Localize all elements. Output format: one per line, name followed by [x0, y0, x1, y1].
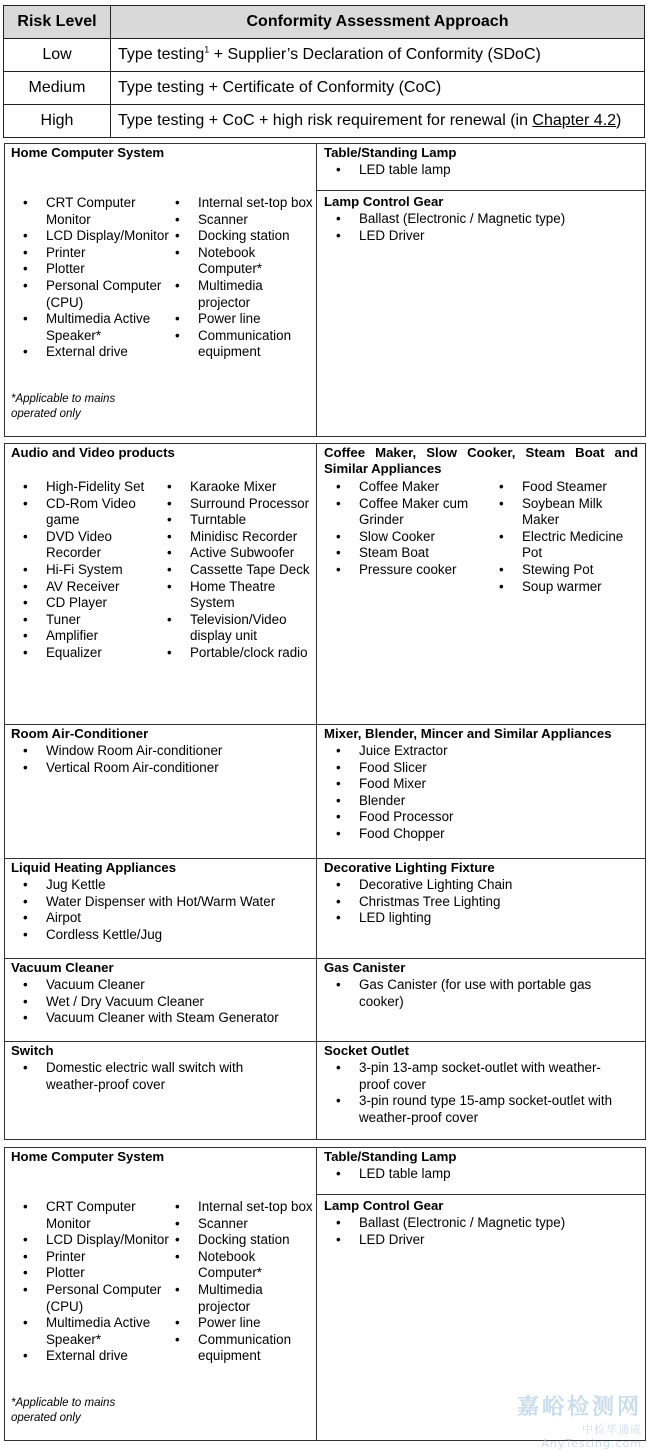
lamp-cell: [316, 143, 646, 437]
list-item: • AV Receiver: [11, 579, 161, 596]
list-item: • CRT Computer Monitor: [11, 1199, 169, 1232]
list-item: • Coffee Maker cum Grinder: [324, 496, 494, 529]
list-item: • LED table lamp: [324, 1166, 634, 1183]
list-item: • Ballast (Electronic / Magnetic type): [324, 1215, 634, 1232]
risk-level-medium: Medium: [4, 72, 111, 105]
approach-low: Type testing$^1$ + Supplier’s Declaration of Conformity (SDoC): [111, 39, 645, 72]
list-item: • Notebook Computer*: [163, 1249, 313, 1282]
mains-note: *Applicable to mains operated only: [11, 1397, 116, 1424]
risk-level-low: Low: [4, 39, 111, 72]
list-item: • Juice Extractor: [324, 743, 634, 760]
list-item: • Gas Canister (for use with portable gas cooker): [324, 977, 614, 1010]
table-lamp-list: [324, 162, 634, 179]
list-item: • Wet / Dry Vacuum Cleaner: [11, 994, 311, 1011]
list-item: • Plotter: [11, 1265, 169, 1282]
vacuum-list: [11, 977, 311, 1027]
watermark-subtitle: 中检华通威: [582, 1423, 642, 1436]
liquid-heating-title: Liquid Heating Appliances: [11, 860, 177, 875]
list-item: • Plotter: [11, 261, 169, 278]
list-item: • LED Driver: [324, 228, 634, 245]
risk-level-high: High: [4, 105, 111, 138]
list-item: • Active Subwoofer: [155, 545, 313, 562]
list-item: • Food Chopper: [324, 826, 634, 843]
list-item: • CRT Computer Monitor: [11, 195, 169, 228]
list-item: • Power line: [163, 311, 313, 328]
audio-video-list-1: [11, 479, 161, 662]
list-item: • Scanner: [163, 1216, 313, 1233]
approach-medium: Type testing + Certificate of Conformity (CoC): [111, 72, 645, 105]
table-row: [4, 39, 645, 72]
audio-video-list-2: [155, 479, 313, 662]
list-item: • Minidisc Recorder: [155, 529, 313, 546]
list-item: • 3-pin round type 15-amp socket-outlet with weather-proof cover: [324, 1093, 629, 1126]
list-item: • LED table lamp: [324, 162, 634, 179]
switch-title: Switch: [11, 1043, 54, 1058]
list-item: • Television/Video display unit: [155, 612, 313, 645]
decorative-lighting-list: [324, 877, 634, 927]
list-item: • Window Room Air-conditioner: [11, 743, 311, 760]
list-item: • Stewing Pot: [487, 562, 637, 579]
home-computer-title: Home Computer System: [11, 145, 165, 160]
list-item: • Multimedia Active Speaker*: [11, 1315, 169, 1348]
list-item: • Multimedia Active Speaker*: [11, 311, 169, 344]
list-item: • Hi-Fi System: [11, 562, 161, 579]
list-item: • CD Player: [11, 595, 161, 612]
list-item: • High-Fidelity Set: [11, 479, 161, 496]
home-computer-list-2: [163, 1199, 313, 1365]
list-item: • Food Steamer: [487, 479, 637, 496]
home-computer-list-2: [163, 195, 313, 361]
list-item: • Ballast (Electronic / Magnetic type): [324, 211, 634, 228]
list-item: • Printer: [11, 1249, 169, 1266]
home-computer-list-1: [11, 1199, 169, 1365]
list-item: • Jug Kettle: [11, 877, 311, 894]
watermark: [517, 1390, 642, 1450]
switch-list: [11, 1060, 266, 1093]
list-item: • Surround Processor: [155, 496, 313, 513]
list-item: • Home Theatre System: [155, 579, 313, 612]
list-item: • Electric Medicine Pot: [487, 529, 637, 562]
list-item: • Printer: [11, 245, 169, 262]
list-item: • LCD Display/Monitor: [11, 1232, 169, 1249]
socket-title: Socket Outlet: [324, 1043, 410, 1058]
aircon-title: Room Air-Conditioner: [11, 726, 149, 741]
list-item: • CD-Rom Video game: [11, 496, 161, 529]
aircon-list: [11, 743, 311, 776]
list-item: • Portable/clock radio: [155, 645, 313, 662]
lamp-divider: [316, 190, 646, 191]
list-item: • Food Processor: [324, 809, 634, 826]
list-item: • Power line: [163, 1315, 313, 1332]
list-item: • Communication equipment: [163, 1332, 313, 1365]
list-item: • External drive: [11, 344, 169, 361]
watermark-title: 嘉峪检测网: [516, 1395, 642, 1420]
list-item: • Cassette Tape Deck: [155, 562, 313, 579]
liquid-heating-list: [11, 877, 311, 943]
list-item: • Soup warmer: [487, 579, 637, 596]
approach-high: Type testing + CoC + high risk requirement for renewal (in Chapter 4.2): [111, 105, 645, 138]
vacuum-title: Vacuum Cleaner: [11, 960, 114, 975]
lamp-gear-list: [324, 1215, 634, 1248]
list-item: • Slow Cooker: [324, 529, 494, 546]
mixer-title: Mixer, Blender, Mincer and Similar Appliances: [324, 726, 612, 741]
mains-note: *Applicable to mains operated only: [11, 393, 116, 420]
list-item: • Food Slicer: [324, 760, 634, 777]
list-item: • Internal set-top box: [163, 1199, 313, 1216]
list-item: • Karaoke Mixer: [155, 479, 313, 496]
gas-canister-title: Gas Canister: [324, 960, 406, 975]
coffee-maker-title: Coffee Maker, Slow Cooker, Steam Boat and Similar Appliances: [324, 445, 638, 476]
list-item: • DVD Video Recorder: [11, 529, 161, 562]
coffee-maker-list-2: [487, 479, 637, 595]
list-item: • LED lighting: [324, 910, 634, 927]
list-item: • Water Dispenser with Hot/Warm Water: [11, 894, 311, 911]
list-item: • Personal Computer (CPU): [11, 1282, 169, 1315]
list-item: • Coffee Maker: [324, 479, 494, 496]
list-item: • Docking station: [163, 1232, 313, 1249]
lamp-gear-title: Lamp Control Gear: [324, 194, 444, 209]
list-item: • Docking station: [163, 228, 313, 245]
socket-list: [324, 1060, 629, 1126]
list-item: • Personal Computer (CPU): [11, 278, 169, 311]
list-item: • Vertical Room Air-conditioner: [11, 760, 311, 777]
table-lamp-title: Table/Standing Lamp: [324, 1149, 457, 1164]
list-item: • External drive: [11, 1348, 169, 1365]
list-item: • Internal set-top box: [163, 195, 313, 212]
list-item: • Notebook Computer*: [163, 245, 313, 278]
list-item: • Equalizer: [11, 645, 161, 662]
risk-level-table: [3, 5, 645, 138]
list-item: • Blender: [324, 793, 634, 810]
list-item: • Multimedia projector: [163, 278, 313, 311]
list-item: • Pressure cooker: [324, 562, 494, 579]
audio-video-title: Audio and Video products: [11, 445, 175, 460]
decorative-lighting-title: Decorative Lighting Fixture: [324, 860, 495, 875]
list-item: • Turntable: [155, 512, 313, 529]
list-item: • Scanner: [163, 212, 313, 229]
list-item: • Amplifier: [11, 628, 161, 645]
list-item: • Decorative Lighting Chain: [324, 877, 634, 894]
risk-level-header: Risk Level: [4, 6, 111, 39]
approach-header: Conformity Assessment Approach: [111, 6, 645, 39]
mixer-list: [324, 743, 634, 843]
home-computer-title: Home Computer System: [11, 1149, 165, 1164]
watermark-url: AnyTesting.com: [541, 1437, 642, 1450]
list-item: • Domestic electric wall switch with weather-proof cover: [11, 1060, 266, 1093]
chapter-link[interactable]: Chapter 4.2: [532, 112, 617, 129]
list-item: • Vacuum Cleaner: [11, 977, 311, 994]
list-item: • Communication equipment: [163, 328, 313, 361]
list-item: • LCD Display/Monitor: [11, 228, 169, 245]
list-item: • Tuner: [11, 612, 161, 629]
list-item: • Christmas Tree Lighting: [324, 894, 634, 911]
gas-canister-list: [324, 977, 614, 1010]
lamp-gear-title: Lamp Control Gear: [324, 1198, 444, 1213]
list-item: • Steam Boat: [324, 545, 494, 562]
list-item: • Food Mixer: [324, 776, 634, 793]
list-item: • Airpot: [11, 910, 311, 927]
coffee-maker-list-1: [324, 479, 494, 579]
table-row: [4, 72, 645, 105]
table-lamp-list: [324, 1166, 634, 1183]
list-item: • Vacuum Cleaner with Steam Generator: [11, 1010, 311, 1027]
list-item: • LED Driver: [324, 1232, 634, 1249]
lamp-gear-list: [324, 211, 634, 244]
home-computer-list-1: [11, 195, 169, 361]
list-item: • Cordless Kettle/Jug: [11, 927, 311, 944]
lamp-divider: [316, 1194, 646, 1195]
list-item: • Soybean Milk Maker: [487, 496, 637, 529]
table-lamp-title: Table/Standing Lamp: [324, 145, 457, 160]
list-item: • Multimedia projector: [163, 1282, 313, 1315]
table-row: [4, 105, 645, 138]
list-item: • 3-pin 13-amp socket-outlet with weather-proof cover: [324, 1060, 629, 1093]
